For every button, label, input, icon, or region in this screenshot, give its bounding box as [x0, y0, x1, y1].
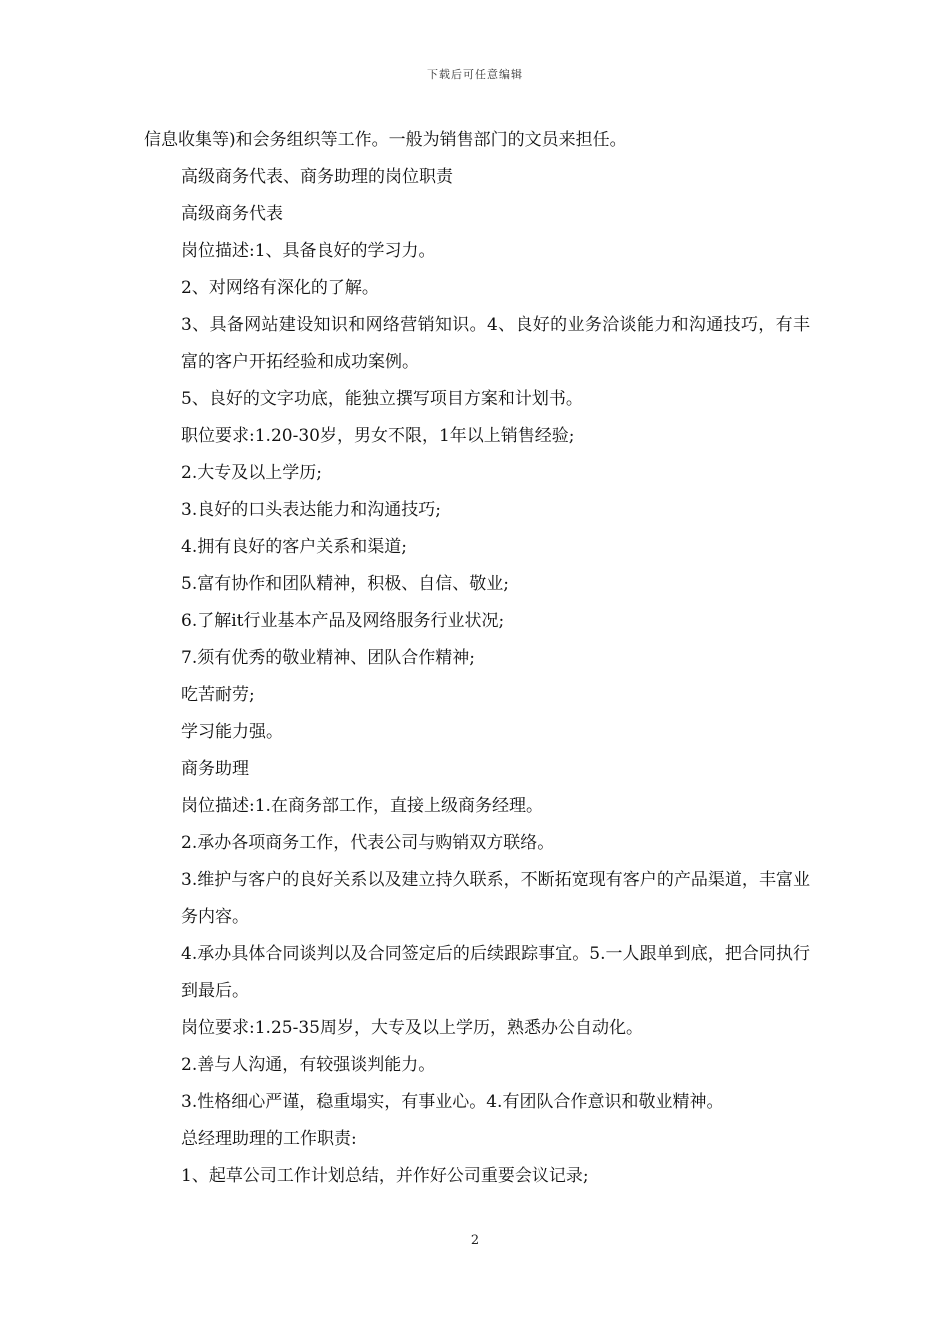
paragraph: 吃苦耐劳;	[181, 685, 255, 705]
document-body	[144, 122, 810, 1195]
paragraph: 2.承办各项商务工作，代表公司与购销双方联络。	[181, 833, 555, 853]
paragraph: 1、起草公司工作计划总结，并作好公司重要会议记录;	[181, 1166, 589, 1186]
paragraph: 岗位描述:1、具备良好的学习力。	[181, 241, 436, 261]
paragraph: 岗位要求:1.25-35周岁，大专及以上学历，熟悉办公自动化。	[181, 1018, 643, 1038]
paragraph: 3、具备网站建设知识和网络营销知识。4、良好的业务洽谈能力和沟通技巧，有丰富的客户开拓经验和成功案例。	[181, 315, 810, 372]
page-header: 下载后可任意编辑	[427, 68, 523, 81]
paragraph: 3.良好的口头表达能力和沟通技巧;	[181, 500, 441, 520]
paragraph: 5、良好的文字功底，能独立撰写项目方案和计划书。	[181, 389, 583, 409]
paragraph: 2.善与人沟通，有较强谈判能力。	[181, 1055, 436, 1075]
paragraph: 职位要求:1.20-30岁，男女不限，1年以上销售经验;	[181, 426, 575, 446]
paragraph: 高级商务代表	[181, 204, 283, 224]
paragraph: 5.富有协作和团队精神，积极、自信、敬业;	[181, 574, 509, 594]
paragraph: 总经理助理的工作职责:	[181, 1129, 357, 1149]
paragraph: 6.了解it行业基本产品及网络服务行业状况;	[181, 611, 505, 631]
paragraph: 2.大专及以上学历;	[181, 463, 322, 483]
paragraph: 4.承办具体合同谈判以及合同签定后的后续跟踪事宜。5.一人跟单到底，把合同执行到最后。	[181, 944, 810, 1001]
paragraph: 3.性格细心严谨，稳重塌实，有事业心。4.有团队合作意识和敬业精神。	[181, 1092, 724, 1112]
paragraph: 岗位描述:1.在商务部工作，直接上级商务经理。	[181, 796, 543, 816]
page-number: 2	[470, 1233, 480, 1248]
paragraph: 2、对网络有深化的了解。	[181, 278, 379, 298]
paragraph: 3.维护与客户的良好关系以及建立持久联系，不断拓宽现有客户的产品渠道，丰富业务内容。	[181, 870, 810, 927]
paragraph: 4.拥有良好的客户关系和渠道;	[181, 537, 407, 557]
paragraph: 信息收集等)和会务组织等工作。一般为销售部门的文员来担任。	[144, 130, 627, 150]
paragraph: 商务助理	[181, 759, 249, 779]
paragraph: 高级商务代表、商务助理的岗位职责	[181, 167, 453, 187]
paragraph: 7.须有优秀的敬业精神、团队合作精神;	[181, 648, 475, 668]
paragraph: 学习能力强。	[181, 722, 283, 742]
